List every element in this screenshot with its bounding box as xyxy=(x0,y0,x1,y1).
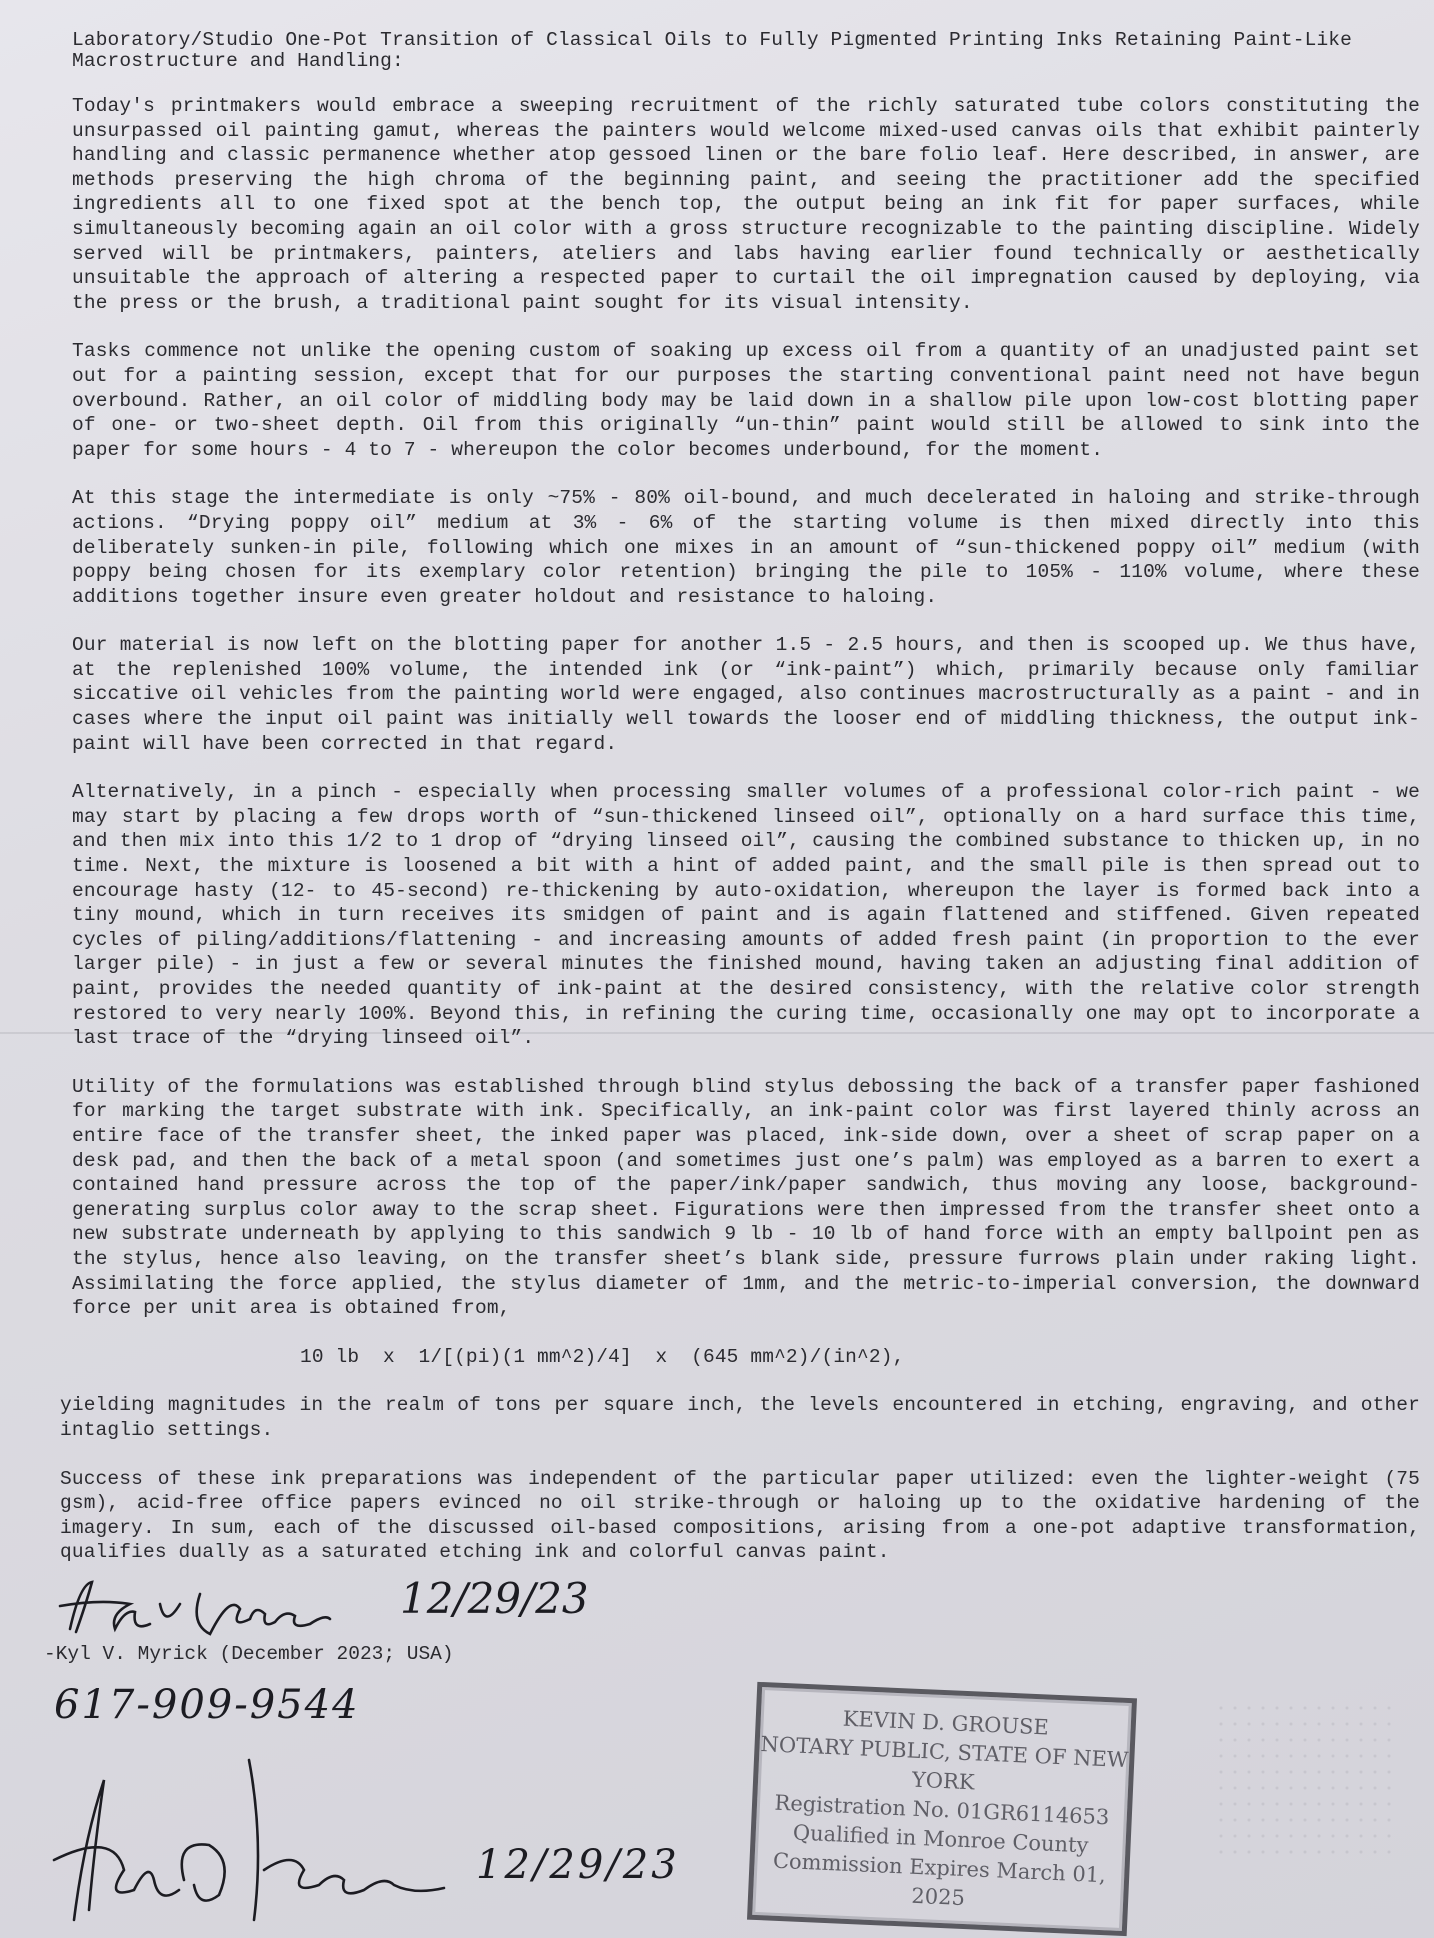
notary-signature xyxy=(34,1720,474,1930)
paragraph-1: Today's printmakers would embrace a sweeping recruitment of the richly saturated tube colors constituting the unsurpassed oil painting gamut, whereas the painters would welcome mixed-used canvas oils that exhibit painterly handling and classic permanence whether atop gessoed linen or the bare folio leaf. Here described, in answer, are methods preserving the high chroma of the beginning paint, and seeing the practitioner add the specified ingredients all to one fixed spot at the bench top, the output being an ink fit for paper surfaces, while simultaneously becoming again an oil color with a gross structure recognizable to the painting discipline. Widely served will be printmakers, painters, ateliers and labs having earlier found technically or aesthetically unsuitable the approach of altering a respected paper to curtail the oil impregnation caused by deploying, via the press or the brush, a traditional paint sought for its visual intensity. xyxy=(72,95,1420,314)
paragraph-5: Alternatively, in a pinch - especially when processing smaller volumes of a professional color-rich paint - we may start by placing a few drops worth of “sun-thickened linseed oil”, optionally on a hard surface this time, and then mix into this 1/2 to 1 drop of “drying linseed oil”, causing the combined substance to thicken up, in no time. Next, the mixture is loosened a bit with a hint of added paint, and the small pile is then spread out to encourage hasty (12- to 45-second) re-thickening by auto-oxidation, whereupon the layer is formed back into a tiny mound, which in turn receives its smidgen of paint and is again flattened and stiffened. Given repeated cycles of piling/additions/flattening - and increasing amounts of added fresh paint (in proportion to the ever larger pile) - in just a few or several minutes the finished mound, having taken an adjusting final addition of paint, provides the needed quantity of ink-paint at the desired consistency, with the relative color strength restored to very nearly 100%. Beyond this, in refining the curing time, occasionally one may opt to incorporate a last trace of the “drying linseed oil”. xyxy=(72,781,1420,1050)
document-body xyxy=(60,30,1420,1565)
author-signature-date: 12/29/23 xyxy=(400,1574,589,1623)
stamp-line-1: KEVIN D. GROUSE xyxy=(842,1706,1050,1740)
stamp-line-2: NOTARY PUBLIC, STATE OF NEW YORK xyxy=(760,1732,1129,1795)
stamp-line-3: Registration No. 01GR6114653 xyxy=(774,1790,1110,1830)
document-title: Laboratory/Studio One-Pot Transition of Classical Oils to Fully Pigmented Printing Inks Retaining Paint-Like Macrostructure and Handling: xyxy=(72,29,1353,72)
byline: -Kyl V. Myrick (December 2023; USA) xyxy=(44,1643,454,1665)
notary-signature-date: 12/29/23 xyxy=(476,1842,680,1888)
paragraph-3: At this stage the intermediate is only ~75% - 80% oil-bound, and much decelerated in haloing and strike-through actions. “Drying poppy oil” medium at 3% - 6% of the starting volume is then mixed directly into this deliberately sunken-in pile, following which one mixes in an amount of “sun-thickened poppy oil” medium (with poppy being chosen for its exemplary color retention) bringing the pile to 105% - 110% volume, where these additions together insure even greater holdout and resistance to haloing. xyxy=(72,487,1420,608)
paragraph-2: Tasks commence not unlike the opening custom of soaking up excess oil from a quantity of an unadjusted paint set out for a painting session, except that for our purposes the starting conventional paint need not have begun overbound. Rather, an oil color of middling body may be laid down in a shallow pile upon low-cost blotting paper of one- or two-sheet depth. Oil from this originally “un-thin” paint would still be allowed to sink into the paper for some hours - 4 to 7 - whereupon the color becomes underbound, for the moment. xyxy=(72,340,1420,461)
handwritten-phone-number: 617-909-9544 xyxy=(54,1682,360,1728)
stamp-line-5: Commission Expires March 01, 2025 xyxy=(772,1848,1107,1911)
force-formula: 10 lb x 1/[(pi)(1 mm^2)/4] x (645 mm^2)/(in^2), xyxy=(300,1345,905,1368)
signature-area xyxy=(0,1574,1434,1938)
closing-paragraph: Success of these ink preparations was independent of the particular paper utilized: even the lighter-weight (75 gsm), acid-free office papers evinced no oil strike-through or haloing up to the oxidative hardening of the imagery. In sum, each of the discussed oil-based compositions, arising from a one-pot adaptive transformation, qualifies dually as a saturated etching ink and colorful canvas paint. xyxy=(60,1467,1420,1564)
embossed-seal-texture xyxy=(1214,1700,1394,1860)
notary-stamp xyxy=(747,1682,1137,1936)
author-signature xyxy=(40,1574,380,1644)
paragraph-4: Our material is now left on the blotting paper for another 1.5 - 2.5 hours, and then is scooped up. We thus have, at the replenished 100% volume, the intended ink (or “ink-paint”) which, primarily because only familiar siccative oil vehicles from the painting world were engaged, also continues macrostructurally as a paint - and in cases where the input oil paint was initially well towards the looser end of middling thickness, the output ink-paint will have been corrected in that regard. xyxy=(72,634,1420,755)
stamp-line-4: Qualified in Monroe County xyxy=(792,1820,1089,1858)
paragraph-6: Utility of the formulations was established through blind stylus debossing the back of a transfer paper fashioned for marking the target substrate with ink. Specifically, an ink-paint color was first layered thinly across an entire face of the transfer sheet, the inked paper was placed, ink-side down, over a sheet of scrap paper on a desk pad, and then the back of a metal spoon (and sometimes just one’s palm) was employed as a barren to exert a contained hand pressure across the top of the paper/ink/paper sandwich, thus moving any loose, background-generating surplus color away to the scrap sheet. Figurations were then impressed from the transfer sheet onto a new substrate underneath by applying to this sandwich 9 lb - 10 lb of hand force with an empty ballpoint pen as the stylus, hence also leaving, on the transfer sheet’s blank side, pressure furrows plain under raking light. Assimilating the force applied, the stylus diameter of 1mm, and the metric-to-imperial conversion, the downward force per unit area is obtained from, xyxy=(72,1075,1420,1320)
formula-result-text: yielding magnitudes in the realm of tons per square inch, the levels encountered in etching, engraving, and other intaglio settings. xyxy=(60,1394,1420,1441)
